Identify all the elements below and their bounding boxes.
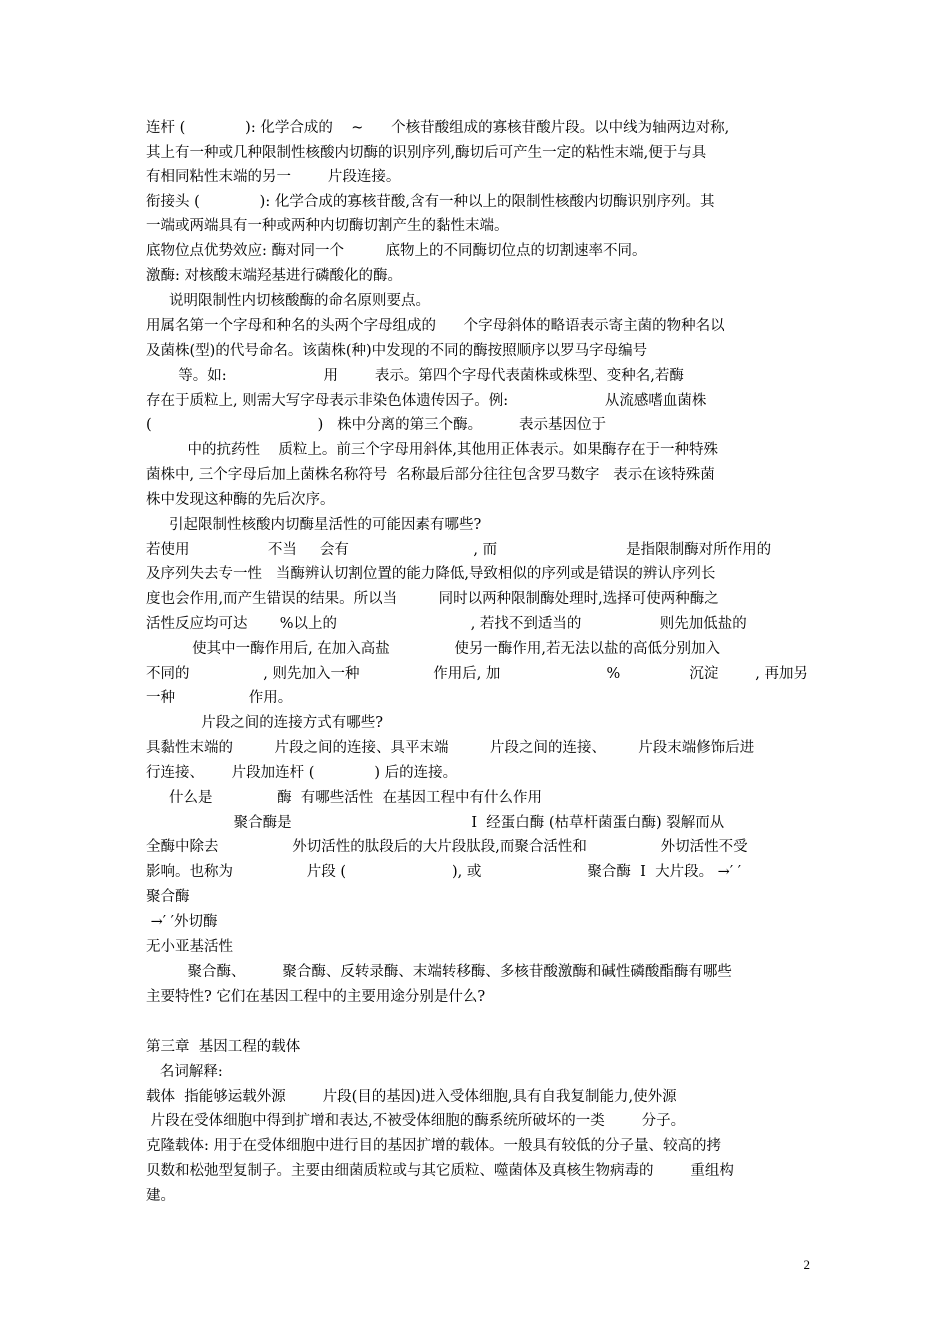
text-line: →′ ′外切酶 xyxy=(146,914,218,930)
section-question: 片段之间的连接方式有哪些? xyxy=(146,715,384,731)
text-line: 连杆 ( ): 化学合成的 ~ 个核苷酸组成的寡核苷酸片段。以中线为轴两边对称, xyxy=(146,120,730,136)
text-line: 活性反应均可达 %以上的 , 若找不到适当的 则先加低盐的 xyxy=(146,616,747,632)
blank-line xyxy=(146,1010,810,1034)
text-line: 菌株中, 三个字母后加上菌株名称符号 名称最后部分往往包含罗马数字 表示在该特殊菌 xyxy=(146,467,715,483)
text-line: 一种 作用。 xyxy=(146,690,293,706)
text-line: 片段在受体细胞中得到扩增和表达,不被受体细胞的酶系统所破坏的一类 分子。 xyxy=(146,1113,686,1129)
text-line: 中的抗药性 质粒上。前三个字母用斜体,其他用正体表示。如果酶存在于一种特殊 xyxy=(146,442,719,458)
text-line: 全酶中除去 外切活性的肽段后的大片段肽段,而聚合活性和 外切活性不受 xyxy=(146,839,748,855)
text-line: 及菌株(型)的代号命名。该菌株(种)中发现的不同的酶按照顺序以罗马字母编号 xyxy=(146,343,648,359)
text-line: ( ) 株中分离的第三个酶。 表示基因位于 xyxy=(146,417,606,433)
text-line: 有相同粘性末端的另一 片段连接。 xyxy=(146,169,401,185)
text-line: 具黏性末端的 片段之间的连接、具平末端 片段之间的连接、 片段末端修饰后进 xyxy=(146,740,755,756)
text-line: 建。 xyxy=(146,1188,175,1204)
text-line: 若使用 不当 会有 , 而 是指限制酶对所作用的 xyxy=(146,542,772,558)
text-line: 存在于质粒上, 则需大写字母表示非染色体遗传因子。例: 从流感嗜血菌株 xyxy=(146,393,707,409)
page-number: 2 xyxy=(803,1257,810,1272)
chapter-heading: 第三章 基因工程的载体 xyxy=(146,1039,301,1055)
text-line: 度也会作用,而产生错误的结果。所以当 同时以两种限制酶处理时,选择可使两种酶之 xyxy=(146,591,719,607)
text-line: 其上有一种或几种限制性核酸内切酶的识别序列,酶切后可产生一定的粘性末端,便于与具 xyxy=(146,145,707,161)
text-line: 株中发现这种酶的先后次序。 xyxy=(146,492,335,508)
text-line: 用属名第一个字母和种名的头两个字母组成的 个字母斜体的略语表示寄主菌的物种名以 xyxy=(146,318,725,334)
section-question: 什么是 酶 有哪些活性 在基因工程中有什么作用 xyxy=(146,790,543,806)
section-question: 聚合酶、 聚合酶、反转录酶、末端转移酶、多核苷酸激酶和碱性磷酸酯酶有哪些 xyxy=(146,964,732,980)
text-line: 及序列失去专一性 当酶辨认切割位置的能力降低,导致相似的序列或是错误的辨认序列长 xyxy=(146,566,716,582)
text-line: 激酶: 对核酸末端羟基进行磷酸化的酶。 xyxy=(146,268,402,284)
text-line: 使其中一酶作用后, 在加入高盐 使另一酶作用,若无法以盐的高低分别加入 xyxy=(146,641,720,657)
section-question: 引起限制性核酸内切酶星活性的可能因素有哪些? xyxy=(146,517,482,533)
text-line: 行连接、 片段加连杆 ( ) 后的连接。 xyxy=(146,765,458,781)
text-line: 无小亚基活性 xyxy=(146,939,233,955)
text-line: 聚合酶是 I 经蛋白酶 (枯草杆菌蛋白酶) 裂解而从 xyxy=(146,815,725,831)
text-line: 底物位点优势效应: 酶对同一个 底物上的不同酶切位点的切割速率不同。 xyxy=(146,243,647,259)
text-line: 说明限制性内切核酸酶的命名原则要点。 xyxy=(146,293,431,309)
text-line: 衔接头 ( ): 化学合成的寡核苷酸,含有一种以上的限制性核酸内切酶识别序列。其 xyxy=(146,194,715,210)
section-heading: 名词解释: xyxy=(146,1064,223,1080)
text-line: 等。如: 用 表示。第四个字母代表菌株或株型、变种名,若酶 xyxy=(146,368,684,384)
text-line: 一端或两端具有一种或两种内切酶切割产生的黏性末端。 xyxy=(146,218,509,234)
text-line: 载体 指能够运载外源 片段(目的基因)进入受体细胞,具有自我复制能力,使外源 xyxy=(146,1089,677,1105)
text-line: 主要特性? 它们在基因工程中的主要用途分别是什么? xyxy=(146,989,486,1005)
text-line: 不同的 , 则先加入一种 作用后, 加 % 沉淀 , 再加另 xyxy=(146,666,808,682)
text-line: 贝数和松弛型复制子。主要由细菌质粒或与其它质粒、噬菌体及真核生物病毒的 重组构 xyxy=(146,1163,734,1179)
text-line: 聚合酶 xyxy=(146,889,190,905)
text-line: 克隆载体: 用于在受体细胞中进行目的基因扩增的载体。一般具有较低的分子量、较高的拷 xyxy=(146,1138,721,1154)
text-line: 影响。也称为 片段 ( ), 或 聚合酶 I 大片段。 →′ ′ xyxy=(146,864,742,880)
